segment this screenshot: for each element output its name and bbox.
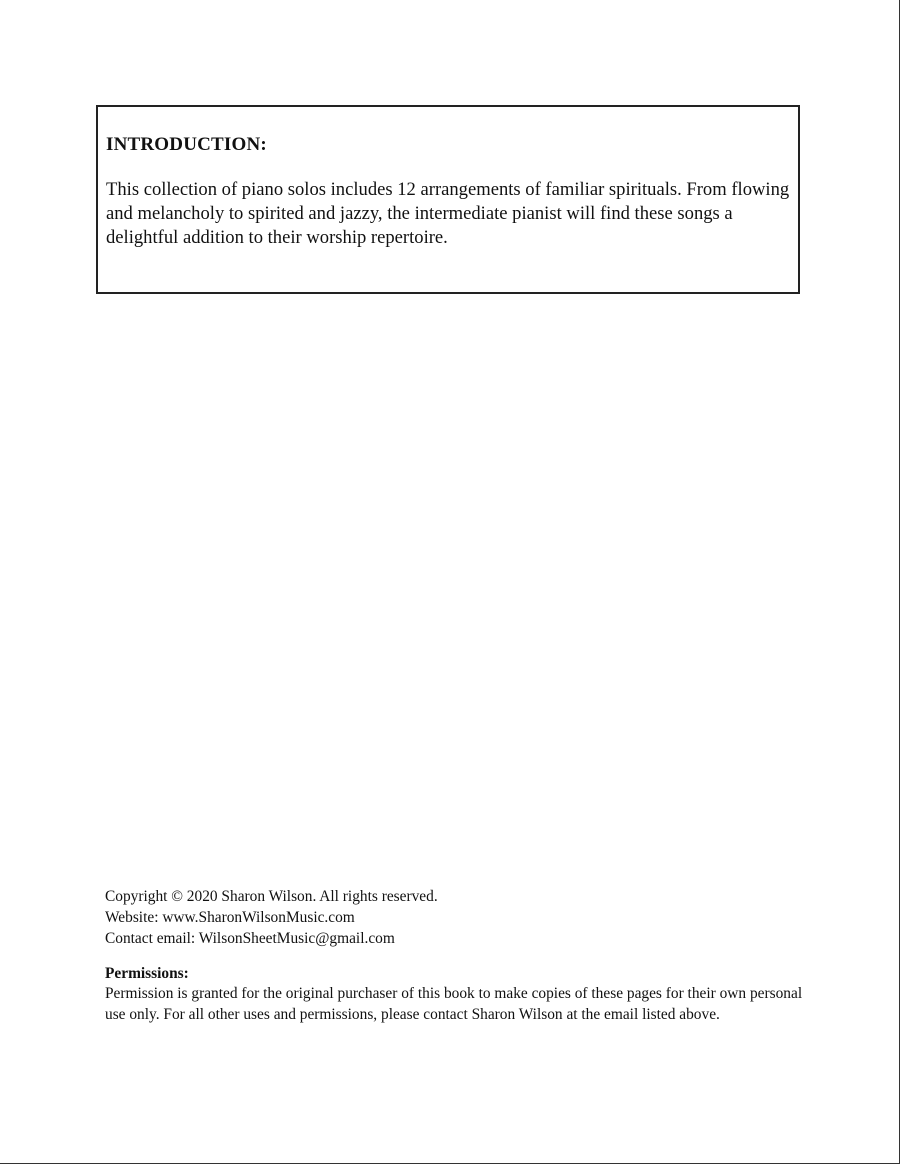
- copyright-line: Copyright © 2020 Sharon Wilson. All rights reserved.: [105, 888, 438, 905]
- introduction-heading: INTRODUCTION:: [106, 134, 267, 155]
- copyright-footer: [105, 886, 805, 1025]
- website-line: Website: www.SharonWilsonMusic.com: [105, 909, 355, 926]
- introduction-box: [96, 105, 800, 294]
- contact-email-line: Contact email: WilsonSheetMusic@gmail.com: [105, 930, 395, 947]
- introduction-text: This collection of piano solos includes 12 arrangements of familiar spirituals. From flowing and melancholy to spirited and jazzy, the intermediate pianist will find these songs a delightful addition to their worship repertoire.: [106, 179, 790, 248]
- permissions-heading: Permissions:: [105, 965, 189, 982]
- permissions-text: Permission is granted for the original purchaser of this book to make copies of these pages for their own personal use only. For all other uses and permissions, please contact Sharon Wilson at the email listed above.: [105, 985, 803, 1023]
